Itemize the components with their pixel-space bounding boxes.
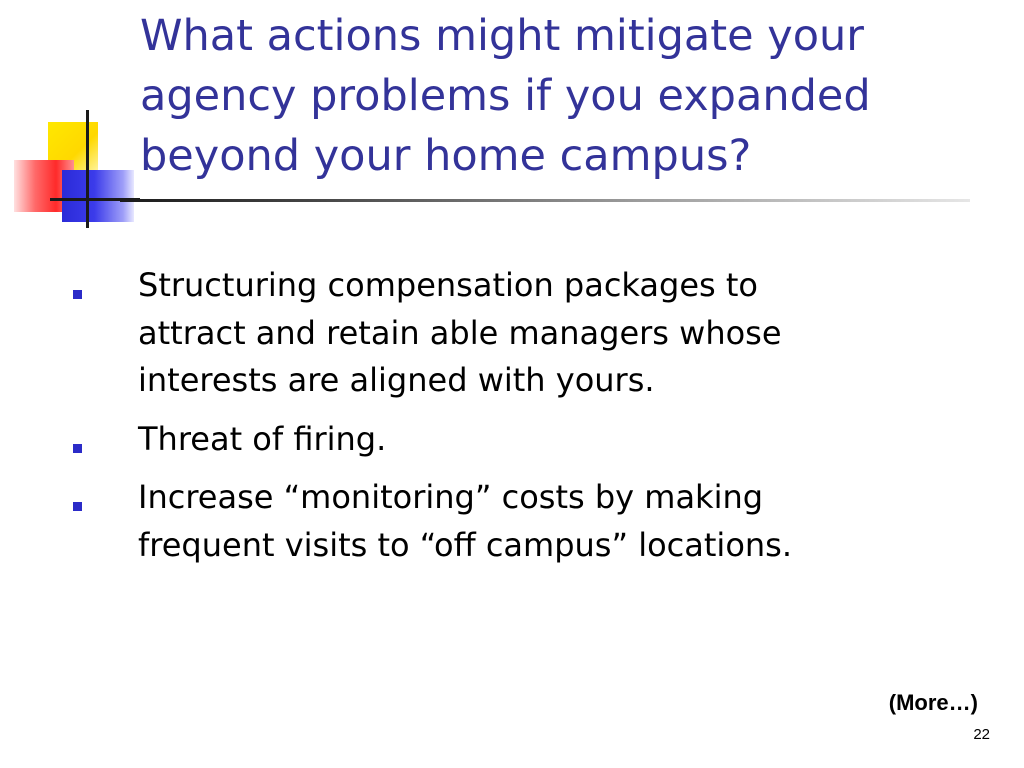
bullet-item bbox=[70, 474, 870, 569]
bullet-text-line: attract and retain able managers whose bbox=[138, 313, 782, 352]
title-line: agency problems if you expanded bbox=[140, 71, 871, 121]
page-number: 22 bbox=[973, 726, 990, 743]
overlapping-squares-logo-icon bbox=[0, 0, 140, 240]
blue-square-shape bbox=[62, 170, 134, 222]
title-line: beyond your home campus? bbox=[140, 131, 752, 181]
square-bullet-icon bbox=[73, 444, 82, 453]
more-link[interactable]: (More…) bbox=[888, 690, 978, 715]
bullet-list bbox=[70, 262, 870, 580]
bullet-text-line: frequent visits to “off campus” locations. bbox=[138, 525, 793, 564]
bullet-text-line: Threat of firing. bbox=[138, 419, 387, 458]
vertical-rule-line bbox=[86, 110, 89, 228]
bullet-item bbox=[70, 262, 870, 405]
title-underline-rule bbox=[120, 199, 970, 202]
slide-title bbox=[140, 6, 1000, 186]
square-bullet-icon bbox=[73, 502, 82, 511]
bullet-text-line: interests are aligned with yours. bbox=[138, 361, 655, 399]
title-line: What actions might mitigate your bbox=[140, 11, 864, 61]
bullet-item bbox=[70, 416, 870, 464]
bullet-text-line: Structuring compensation packages to bbox=[138, 266, 758, 304]
square-bullet-icon bbox=[73, 290, 82, 299]
bullet-text-line: Increase “monitoring” costs by making bbox=[138, 478, 764, 516]
